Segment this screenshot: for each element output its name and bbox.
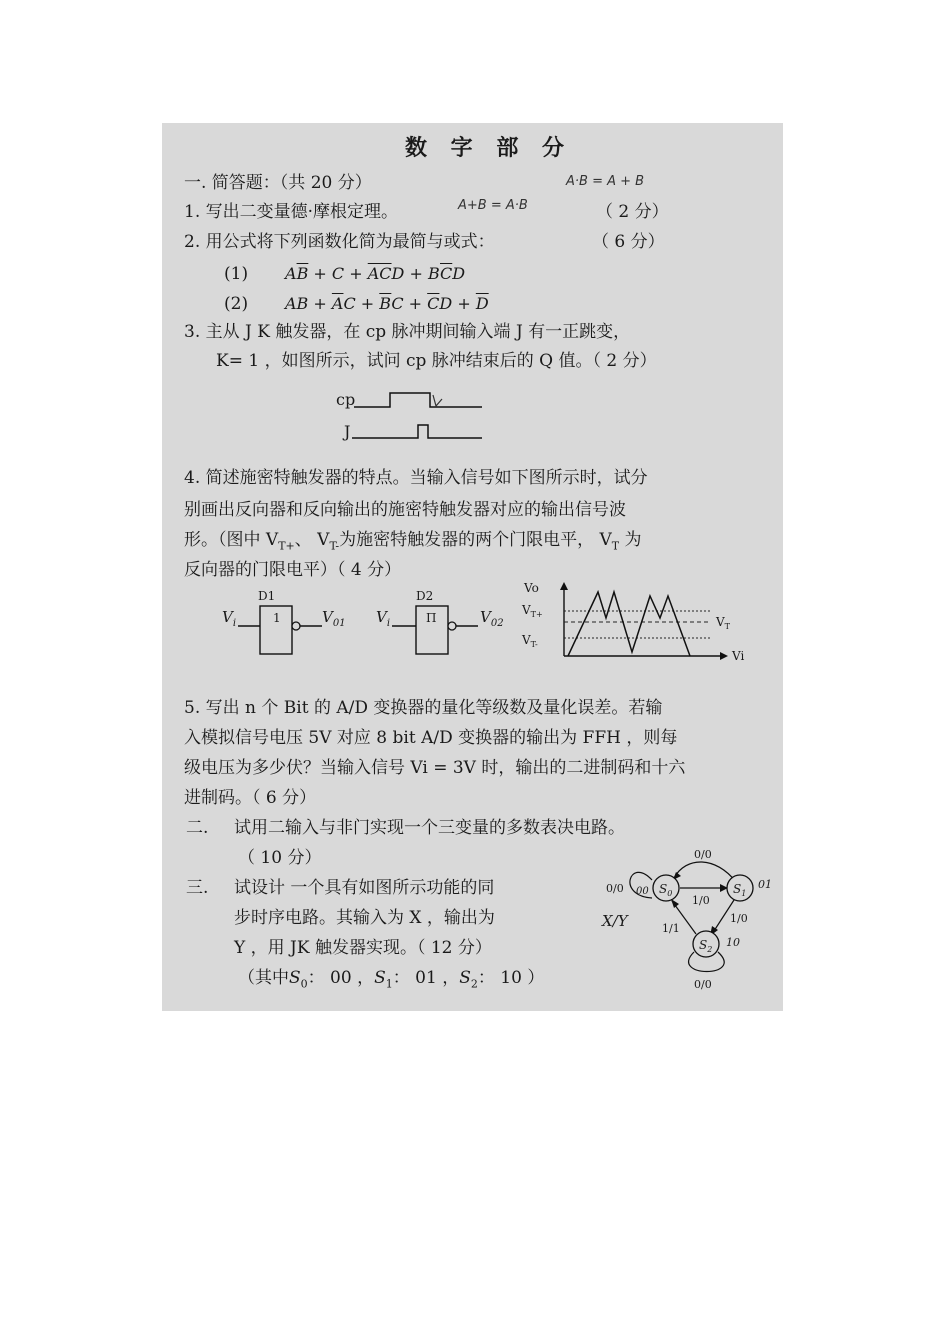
transition-s1-s2-label: 1/0 <box>730 912 748 925</box>
vt-minus-label: $V_{T-}$ <box>522 633 538 649</box>
hw-00-note: 00 <box>636 886 649 897</box>
section1-heading: 一. 简答题：（共 20 分） <box>184 173 372 193</box>
q4-line2: 别画出反向器和反向输出的施密特触发器对应的输出信号波 <box>184 500 626 520</box>
vo-axis-label: Vo <box>524 581 539 595</box>
section3-line3: Y ，用 JK 触发器实现。（ 12 分） <box>234 938 492 958</box>
vi-label-2: $V_i$ <box>376 608 391 629</box>
q1-text: 1. 写出二变量德·摩根定理。 <box>184 202 399 222</box>
q4-line1: 4. 简述施密特触发器的特点。当输入信号如下图所示时，试分 <box>184 468 648 488</box>
v02-label: $V_{02}$ <box>480 608 504 629</box>
self-loop-s2-label: 0/0 <box>694 978 712 991</box>
state-s2-label: $S_2$ <box>699 938 713 954</box>
vt-label: $V_T$ <box>716 615 731 631</box>
hw-xy-note: X/Y <box>602 912 628 930</box>
hw-01-note: 01 <box>758 878 772 891</box>
handwritten-demorgan-note: A·B = A + B <box>566 174 645 189</box>
vt-plus-label: $V_{T+}$ <box>522 603 543 619</box>
input-waveform-chart <box>520 578 770 668</box>
transition-s0-s1-label: 1/0 <box>692 894 710 907</box>
page-title: 数 字 部 分 <box>405 135 572 161</box>
q5-line1: 5. 写出 n 个 Bit 的 A/D 变换器的量化等级数及量化误差。若输 <box>184 698 663 718</box>
q2-score: （ 6 分） <box>592 232 665 252</box>
vi-axis-label: Vi <box>732 649 745 663</box>
transition-s2-s0-label: 1/1 <box>662 922 680 935</box>
q3-timing-diagram <box>330 385 490 445</box>
transition-s1-s0-label: 0/0 <box>694 848 712 861</box>
q5-line4: 进制码。（ 6 分） <box>184 788 317 808</box>
q4-line3: 形。（图中 $V_{T+}$、 $V_{T-}$为施密特触发器的两个门限电平， $V_T$ 为 <box>184 530 642 553</box>
v01-label: $V_{01}$ <box>322 608 346 629</box>
input-signal-waveform <box>568 592 690 656</box>
q2-text: 2. 用公式将下列函数化简为最简与或式： <box>184 232 495 252</box>
state-s1-label: $S_1$ <box>733 882 747 898</box>
q2-f2-expression: AB + $\overline{A}C + \overline{B}C + \overline{C}D + \overline{D}$ <box>285 294 489 313</box>
section3-number: 三. <box>186 878 209 898</box>
section2-line1: 试用二输入与非门实现一个三变量的多数表决电路。 <box>234 818 625 838</box>
schmitt-d2-diagram <box>372 588 522 662</box>
q2-f1-expression: $A\overline{B} + C + \overline{AC}D + B\overline{C}D$ <box>285 264 466 283</box>
section3-line4: （其中$S_0$： 00 ，$S_1$： 01 ，$S_2$： 10 ） <box>238 968 545 991</box>
q5-line3: 级电压为多少伏？当输入信号 Vi = 3V 时，输出的二进制码和十六 <box>184 758 686 778</box>
hw-10-note: 10 <box>726 936 740 949</box>
j-label: J <box>344 422 351 441</box>
d2-symbol: Π <box>426 611 437 625</box>
q2-f1-label: (1) <box>224 264 249 284</box>
q3-line2: K= 1 ，如图所示，试问 cp 脉冲结束后的 Q 值。（ 2 分） <box>216 351 657 371</box>
q1-handwritten-answer: A+B = A·B <box>458 198 528 213</box>
d1-label: D1 <box>258 589 276 603</box>
q5-line2: 入模拟信号电压 5V 对应 8 bit A/D 变换器的输出为 FFH ，则每 <box>184 728 678 748</box>
state-s0-label: $S_0$ <box>659 882 673 898</box>
section3-line1: 试设计 一个具有如图所示功能的同 <box>234 878 495 898</box>
q3-line1: 3. 主从 J K 触发器，在 cp 脉冲期间输入端 J 有一正跳变， <box>184 322 631 342</box>
d2-label: D2 <box>416 589 434 603</box>
section3-line2: 步时序电路。其输入为 X ，输出为 <box>234 908 495 928</box>
q1-score: （ 2 分） <box>596 202 669 222</box>
state-transition-diagram <box>596 842 780 994</box>
d1-symbol: 1 <box>273 611 281 625</box>
section2-line2: （ 10 分） <box>238 848 322 868</box>
self-loop-s0-label: 0/0 <box>606 882 624 895</box>
cp-label: cp <box>336 390 356 409</box>
q4-line4: 反向器的门限电平）（ 4 分） <box>184 560 402 580</box>
inverter-d1-diagram <box>218 588 358 662</box>
section2-number: 二. <box>186 818 209 838</box>
vi-label-1: $V_i$ <box>222 608 237 629</box>
q2-f2-label: (2) <box>224 294 249 314</box>
